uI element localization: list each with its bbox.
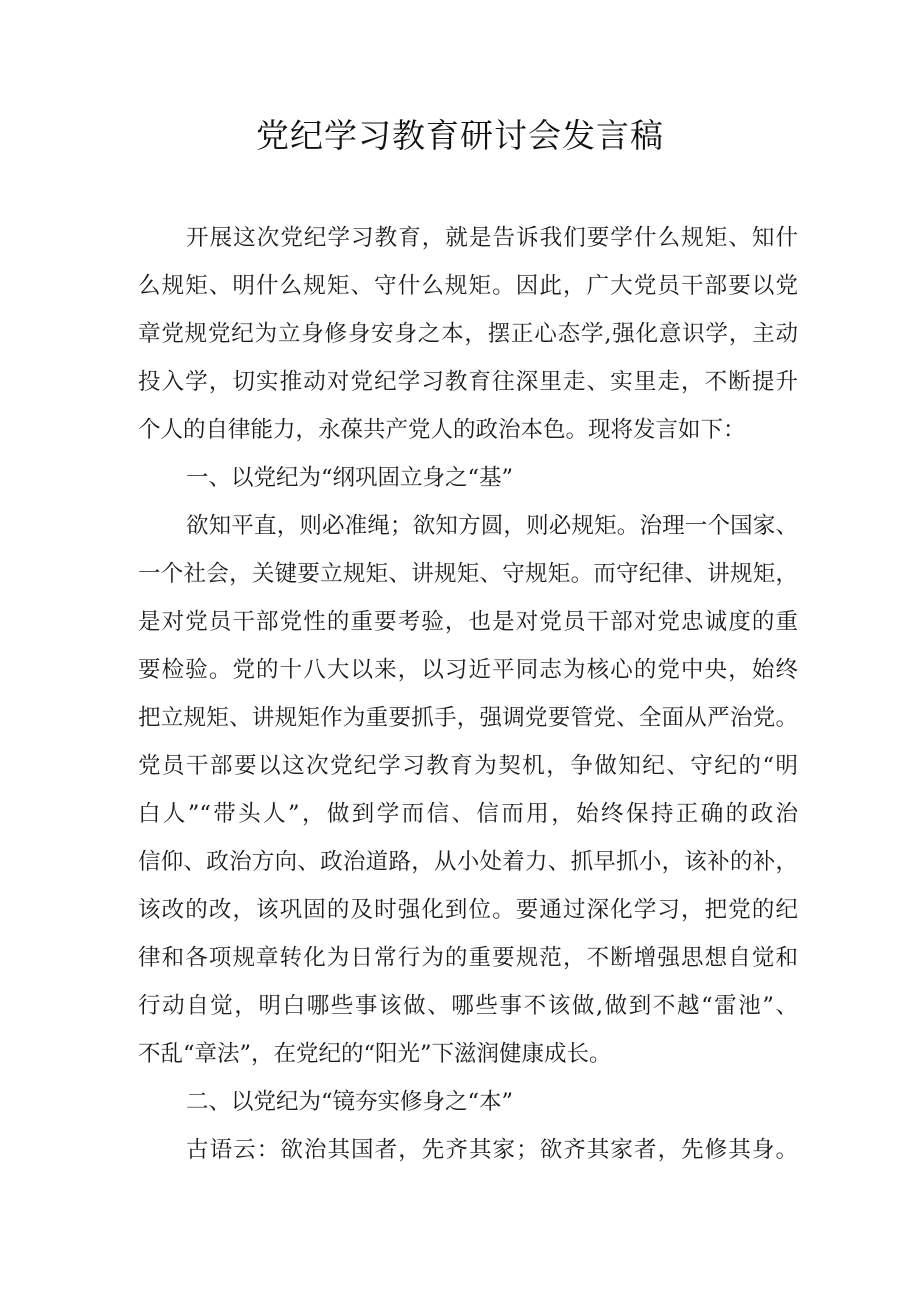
paragraph-line: 开展这次党纪学习教育，就是告诉我们要学什么规矩、知什 <box>186 225 798 251</box>
paragraph-line: 白人”“带头人”，做到学而信、信而用，始终保持正确的政治 <box>138 801 798 827</box>
paragraph-line: 该改的改，该巩固的及时强化到位。要通过深化学习，把党的纪 <box>138 897 798 923</box>
paragraph-line: 信仰、政治方向、政治道路，从小处着力、抓早抓小，该补的补， <box>138 849 798 875</box>
paragraph-line: 古语云：欲治其国者，先齐其家；欲齐其家者，先修其身。 <box>186 1137 798 1163</box>
paragraph-line: 章党规党纪为立身修身安身之本，摆正心态学,强化意识学，主动 <box>138 321 798 347</box>
paragraph-line: 把立规矩、讲规矩作为重要抓手，强调党要管党、全面从严治党。 <box>138 705 798 731</box>
paragraph-line: 要检验。党的十八大以来，以习近平同志为核心的党中央，始终 <box>138 657 798 683</box>
paragraph-line: 欲知平直，则必准绳；欲知方圆，则必规矩。治理一个国家、 <box>186 513 798 539</box>
paragraph-line: 投入学，切实推动对党纪学习教育往深里走、实里走，不断提升 <box>138 369 798 395</box>
paragraph-line: 党员干部要以这次党纪学习教育为契机，争做知纪、守纪的“明 <box>138 753 798 779</box>
paragraph-line: 不乱“章法”，在党纪的“阳光”下滋润健康成长。 <box>138 1041 612 1067</box>
paragraph-line: 一个社会，关键要立规矩、讲规矩、守规矩。而守纪律、讲规矩， <box>138 561 798 587</box>
section-heading: 一、以党纪为“纲巩固立身之“基” <box>186 465 514 491</box>
paragraph-line: 行动自觉，明白哪些事该做、哪些事不该做,做到不越“雷池”、 <box>138 993 798 1019</box>
paragraph-line: 个人的自律能力，永葆共产党人的政治本色。现将发言如下： <box>138 417 746 443</box>
section-heading: 二、以党纪为“镜夯实修身之“本” <box>186 1089 514 1115</box>
document-title: 党纪学习教育研讨会发言稿 <box>256 116 664 155</box>
paragraph-line: 么规矩、明什么规矩、守什么规矩。因此，广大党员干部要以党 <box>138 273 798 299</box>
paragraph-line: 律和各项规章转化为日常行为的重要规范，不断增强思想自觉和 <box>138 945 798 971</box>
paragraph-line: 是对党员干部党性的重要考验，也是对党员干部对党忠诚度的重 <box>138 609 798 635</box>
